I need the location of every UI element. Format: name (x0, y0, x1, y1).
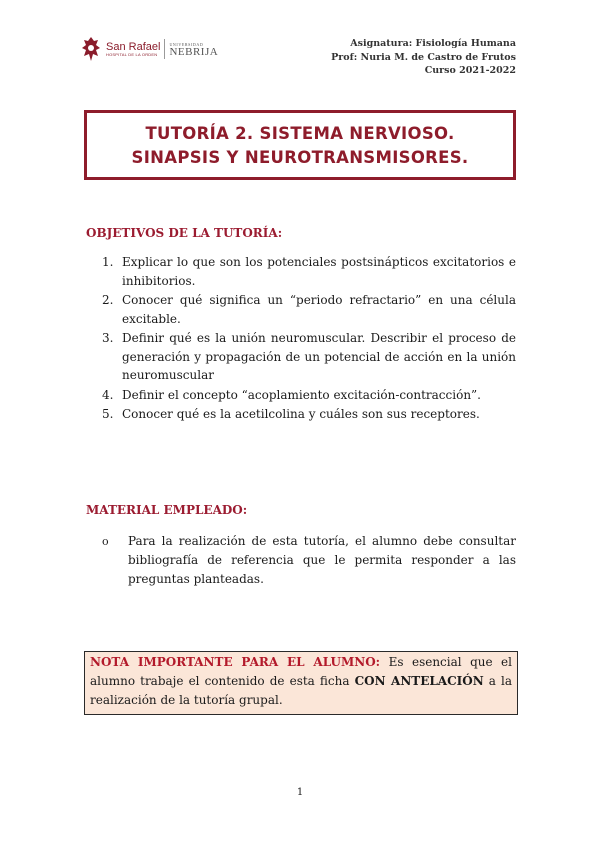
professor-line: Prof: Nuria M. de Castro de Frutos (331, 51, 516, 63)
logo-nebrija: UNIVERSIDAD NEBRIJA (169, 41, 219, 58)
note-text-after: a la realización de la tutoría grupal. (90, 674, 513, 707)
objective-item: 4. Definir el concepto “acoplamiento excitación-contracción”. (102, 387, 481, 402)
page-number: 1 (296, 787, 304, 798)
title-line-1: TUTORÍA 2. SISTEMA NERVIOSO. (145, 124, 455, 143)
material-heading: MATERIAL EMPLEADO: (86, 503, 248, 517)
crest-icon (80, 36, 102, 62)
logo-divider (164, 39, 165, 59)
important-note-box (84, 651, 518, 715)
logo-san-rafael: San Rafael HOSPITAL DE LA ORDEN (106, 40, 161, 57)
objective-item: 3. Definir qué es la unión neuromuscular. Describir el proceso de generación y propagación de un potencial de acción en la unión neuromuscular (102, 331, 516, 382)
bullet-marker: o (102, 535, 109, 548)
note-label: NOTA IMPORTANTE PARA EL ALUMNO: (90, 655, 381, 669)
title-box (84, 110, 516, 180)
objective-item: 1. Explicar lo que son los potenciales postsinápticos excitatorios e inhibitorios. (102, 255, 516, 288)
objective-item: 2. Conocer qué significa un “periodo refractario” en una célula excitable. (102, 293, 516, 326)
course-line: Curso 2021-2022 (424, 65, 516, 76)
objective-item: 5. Conocer qué es la acetilcolina y cuáles son sus receptores. (102, 407, 480, 421)
institution-logo (80, 34, 225, 64)
material-text: Para la realización de esta tutoría, el alumno debe consultar bibliografía de referencia que le permita responder a las preguntas planteadas. (128, 534, 516, 586)
objectives-list (102, 253, 516, 425)
document-header (331, 37, 516, 78)
note-emphasis: CON ANTELACIÓN (354, 674, 484, 688)
note-text-before: Es esencial que el alumno trabaje el contenido de esta ficha (90, 655, 512, 688)
objectives-heading: OBJETIVOS DE LA TUTORÍA: (86, 226, 283, 240)
title-line-2: SINAPSIS Y NEUROTRANSMISORES. (131, 148, 469, 167)
material-paragraph (102, 532, 516, 589)
subject-line: Asignatura: Fisiología Humana (350, 38, 516, 49)
